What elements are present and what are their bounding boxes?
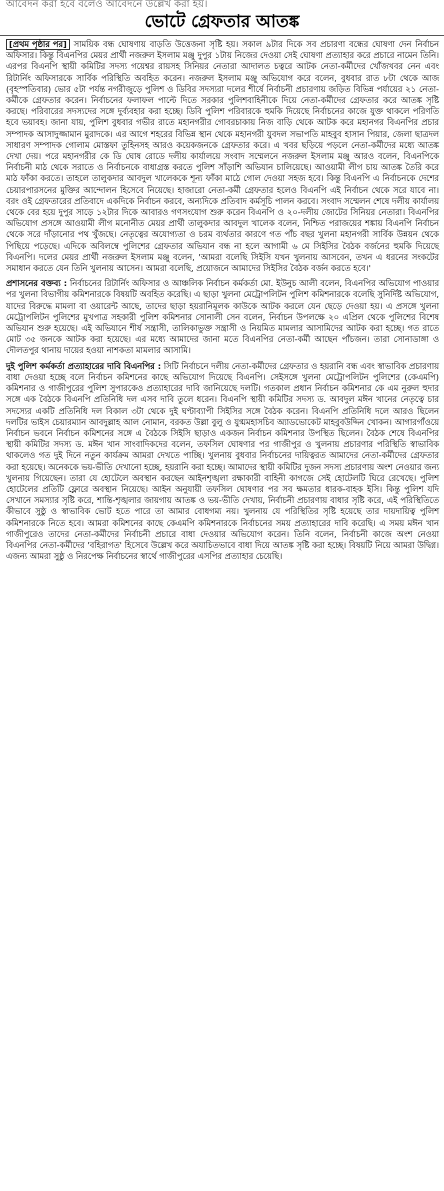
paragraph-administration [6,278,439,356]
article-body [0,39,444,562]
previous-article-fragment: আবেদন করা হবে বলেও আবেদনে উল্লেখ করা হয়। [6,0,208,10]
subheading-withdrawal-demand: দুই পুলিশ কর্মকর্তা প্রত্যাহারের দাবি বিএনপির : [6,360,162,371]
subheading-administration: প্রশাসনের বক্তব্য : [6,278,68,289]
paragraph-administration-text: নির্বাচনের রিটার্নিং অফিসার ও আঞ্চলিক নির্বাচন কর্মকর্তা মো. ইউনুচ আলী বলেন, বিএনপির অভিযোগ পাওয়ার পর খুলনা বিভাগীয় কমিশনারকে বিষয়টি অবহিত করেছি। এ ছাড়া খুলনা মেট্রোপলিটন পুলিশ কমিশনারকে বলেছি সুনির্দিষ্ট অভিযোগ, যাদের বিরুদ্ধে মামলা বা ওয়ারেন্ট আছে, তাদের ছাড়া হয়রানিমূলক কাউকে আটক করলে যেন ছেড়ে দেওয়া হয়। এ প্রসঙ্গে খুলনা মেট্রোপলিটন পুলিশের মুখপাত্র সহকারী পুলিশ কমিশনার সোনালী সেন বলেন, নির্বাচন উপলক্ষে ২০ এপ্রিল থেকে পুলিশের বিশেষ অভিযান শুরু হয়েছে। এই অভিযানে শীর্ষ সন্ত্রাসী, তালিকাভুক্ত সন্ত্রাসী ও নিয়মিত মামলার আসামিদের আটক করা হচ্ছে। গত রাতে মোট ৩৫ জনকে আটক করা হয়েছে। এর মধ্যে আমাদের জানা মতে বিএনপির নেতা-কর্মী আছেন পাঁচজন। তারা সোনাডাঙ্গা ও দৌলতপুর থানায় দায়ের হওয়া নাশকতা মামলার আসামি। [6,278,440,356]
paragraph-lead [6,39,439,274]
headline: ভোটে গ্রেফতার আতঙ্ক [0,12,444,36]
paragraph-lead-text: সাময়িক বন্ধ ঘোষণায় বাড়তি উত্তেজনা সৃষ্টি হয়। সকাল ৯টার দিকে সব প্রচারণা বন্ধের ঘোষণা দেন নির্বাচন অফিসার। কিন্তু বিএনপির মেয়র প্রার্থী নজরুল ইসলাম মঞ্জু দুপুর ১টায় নিজের দেওয়া সেই ঘোষণা প্রত্যাহার করে প্রচারে নামেন তিনি। এরপর বিএনপি স্থায়ী কমিটির সদস্য গয়েশ্বর রায়সহ সিনিয়র নেতারা আদালত চত্বরে আটক নেতা-কর্মীদের খোঁজখবর নেন এবং রিটার্নিং অফিসারকে সার্বিক পরিস্থিতি অবহিত করেন। নজরুল ইসলাম মঞ্জু অভিযোগ করে বলেন, বুধবার রাত ৮টা থেকে আজ (বৃহস্পতিবার) ভোর ৫টা পর্যন্ত নগরীজুড়ে পুলিশ ও ডিবির সদস্যরা দলের শীর্ষে নির্বাচনী প্রচারণায় জড়িত বিভিন্ন পর্যায়ের ২১ নেতা-কর্মীকে গ্রেফতার করেন। নির্বাচনের ফলাফল পাল্টে দিতে সরকার পুলিশবাহিনীকে দিয়ে নেতা-কর্মীদের গ্রেফতার করে আতঙ্ক সৃষ্টি করছে। পরিবারের সদস্যদের সঙ্গে দুর্ব্যবহার করা হচ্ছে। ডিবি পুলিশ পরিবারকে হুমকি দিয়েছে নির্বাচনের কাজে যুক্ত থাকলে পরিণতি হবে ভয়াবহ। জানা যায়, পুলিশ বুধবার গভীর রাতে মহানগরীর গোবরচাকায় নিজ বাড়ি থেকে আটক করে মহানগর বিএনপির প্রচার সম্পাদক আসাদুজ্জামান মুরাদকে। এর আগে শহরের বিভিন্ন স্থান থেকে মহানগরী যুবদল সভাপতি মাহবুব হাসান পিয়ার, জেলা ছাত্রদল সাধারণ সম্পাদক গোলাম মোস্তফা তুহিনসহ আরও কয়েকজনকে গ্রেফতার করে। এ খবর ছড়িয়ে পড়লে নেতা-কর্মীদের মধ্যে আতঙ্ক দেখা দেয়। পরে মহানগরীর কে ডি ঘোষ রোডে দলীয় কার্যালয়ে সংবাদ সম্মেলনে নজরুল ইসলাম মঞ্জু আরও বলেন, বিএনপিকে নির্বাচনী মাঠ থেকে সরাতে ও নির্বাচনকে বাধাগ্রস্ত করতে পুলিশ সাঁড়াশি অভিযান চালিয়েছে। আওয়ামী লীগ চায় আতঙ্ক তৈরি করে মাঠ ফাঁকা করতে। তাহলে তালুকদার আবদুল খালেককে শূন্য ফাঁকা মাঠে গোল দেওয়া সহজ হবে। কিন্তু বিএনপি এ নির্বাচনকে দেশের চেয়ারপারসনের মুক্তির আন্দোলন হিসেবে নিয়েছে। হাজারো নেতা-কর্মী গ্রেফতার হলেও বিএনপি এই নির্বাচন থেকে সরে যাবে না। বরং ওই গ্রেফতারের প্রতিবাদে একদিকে নির্বাচন করবে, অন্যদিকে প্রতিবাদ কর্মসূচি পালন করবে। সংবাদ সম্মেলন শেষে দলীয় কার্যালয় থেকে বের হয়ে দুপুর সাড়ে ১২টার দিকে আবারও গণসংযোগ শুরু করেন বিএনপি ও ২০-দলীয় জোটের সিনিয়র নেতারা। বিএনপির অভিযোগ প্রসঙ্গে আওয়ামী লীগ মনোনীত মেয়র প্রার্থী তালুকদার আবদুল খালেক বলেন, নিশ্চিত পরাজয়ের শঙ্কায় বিএনপি নির্বাচন থেকে সরে দাঁড়ানোর পথ খুঁজছে। নেতৃত্বের অযোগ্যতা ও চরম ব্যর্থতার কারণে গত পাঁচ বছর খুলনা মহানগরী সার্বিক উন্নয়ন থেকে পিছিয়ে পড়েছে। এদিকে অবিলম্বে পুলিশের গ্রেফতার অভিযান বন্ধ না হলে আগামী ৬ মে সিইসির বৈঠক বর্জনের হুমকি দিয়েছে বিএনপি। দলের মেয়র প্রার্থী নজরুল ইসলাম মঞ্জু বলেন, 'আমরা বলেছি সিইসি যখন খুলনায় আসবেন, তখন এ ধরনের সংকটের সমাধান করতে যেন তিনি খুলনায় আসেন। আমরা বলেছি, প্রয়োজনে আমাদের সিইসির বৈঠক বর্জন করতে হবে।' [6,39,439,274]
paragraph-withdrawal-demand-text: সিটি নির্বাচনে দলীয় নেতা-কর্মীদের গ্রেফতার ও হয়রানি বন্ধ এবং স্বাভাবিক প্রচারণায় বাধা দেওয়া হচ্ছে বলে নির্বাচন কমিশনের কাছে অভিযোগ দিয়েছে বিএনপি। সেইসঙ্গে খুলনা মেট্রোপলিটন পুলিশের (কেএমপি) কমিশনার ও গাজীপুরের পুলিশ সুপারকেও প্রত্যাহারের দাবি জানিয়েছে দলটি। গতকাল প্রধান নির্বাচন কমিশনার কে এম নুরুল হুদার সঙ্গে এক বৈঠকে বিএনপি প্রতিনিধি দল এসব দাবি তুলে ধরেন। বিএনপি স্থায়ী কমিটির সদস্য ড. আবদুল মঈন খানের নেতৃত্বে চার সদস্যের একটি প্রতিনিধি দল বিকাল ৩টা থেকে দুই ঘণ্টাব্যাপী সিইসির সঙ্গে বৈঠক করেন। বিএনপি প্রতিনিধি দলে আরও ছিলেন দলটির ভাইস চেয়ারম্যান আবদুল্লাহ আল নোমান, বরকত উল্লা বুলু ও যুগ্মমহাসচিব অ্যাডভোকেট মাহবুবউদ্দিন খোকন। আগারগাঁওয়ে নির্বাচন ভবনে নির্বাচন কমিশনের সঙ্গে এ বৈঠকে সিইসি ছাড়াও একজন নির্বাচন কমিশনার উপস্থিত ছিলেন। বৈঠক শেষে বিএনপির স্থায়ী কমিটির সদস্য ড. মঈন খান সাংবাদিকদের বলেন, তফসিল ঘোষণার পর গাজীপুর ও খুলনায় প্রচারণার পরিস্থিতি স্বাভাবিক থাকলেও গত দুই দিনে নতুন কার্যক্রম আমরা দেখতে পাচ্ছি। খুলনায় বুধবার নির্বাচনের দায়িত্বরত আমাদের নেতা-কর্মীদের গ্রেফতার করা হয়েছে। অনেককে ভয়-ভীতি দেখানো হচ্ছে, হয়রানি করা হচ্ছে। আমাদের স্থায়ী কমিটির দুজন সদস্য প্রচারণায় অংশ নেওয়ার জন্য খুলনায় গিয়েছেন। তারা যে হোটেলে অবস্থান করছেন আইনশৃঙ্খলা রক্ষাকারী বাহিনী কাগজে সেই হোটেলটি ঘিরে রেখেছে। পুলিশ হোটেলের প্রতিটি ফ্লোরে অবস্থান নিয়েছে। আইন অনুযায়ী তফসিল ঘোষণার পর সব ক্ষমতার ধারক-বাহক ইসি। কিন্তু পুলিশ যদি সেখানে সমস্যার সৃষ্টি করে, শান্তি-শৃঙ্খলার জায়গায় আতঙ্ক ও ভয়-ভীতি দেখায়, নির্বাচনী প্রচারণায় বাধার সৃষ্টি করে, এই পরিস্থিতিতে কীভাবে সুষ্ঠু ও স্বাভাবিক ভোট হতে পারে তা আমার বোধগম্য নয়। খুলনায় যে পরিস্থিতির সৃষ্টি হয়েছে তার দায়দায়িত্ব পুলিশ কমিশনারকে নিতে হবে। আমরা কমিশনের কাছে কেএমপি কমিশনারকে নির্বাচনের সময় প্রত্যাহারের দাবি করেছি। এ সময় মঈন খান গাজীপুরেও তাদের নেতা-কর্মীদের নির্বাচনী প্রচারে বাধা দেওয়ার অভিযোগ করেন। তিনি বলেন, নির্বাচনী কাজে অংশ নেওয়া বিএনপির নেতা-কর্মীদের 'বহিরাগত' হিসেবে উল্লেখ করে অযাচিতভাবে বাধা দিয়ে আতঙ্ক সৃষ্টি করা হচ্ছে। বিষয়টি নিয়ে আমরা উদ্বিগ্ন। এজন্য আমরা সুষ্ঠু ও নিরপেক্ষ নির্বাচনের স্বার্থে গাজীপুরের এসপির প্রত্যাহার চেয়েছি। [6,360,439,562]
lead-label: [প্রথম পৃষ্ঠার পর] [6,39,70,50]
paragraph-withdrawal-demand [6,361,439,563]
